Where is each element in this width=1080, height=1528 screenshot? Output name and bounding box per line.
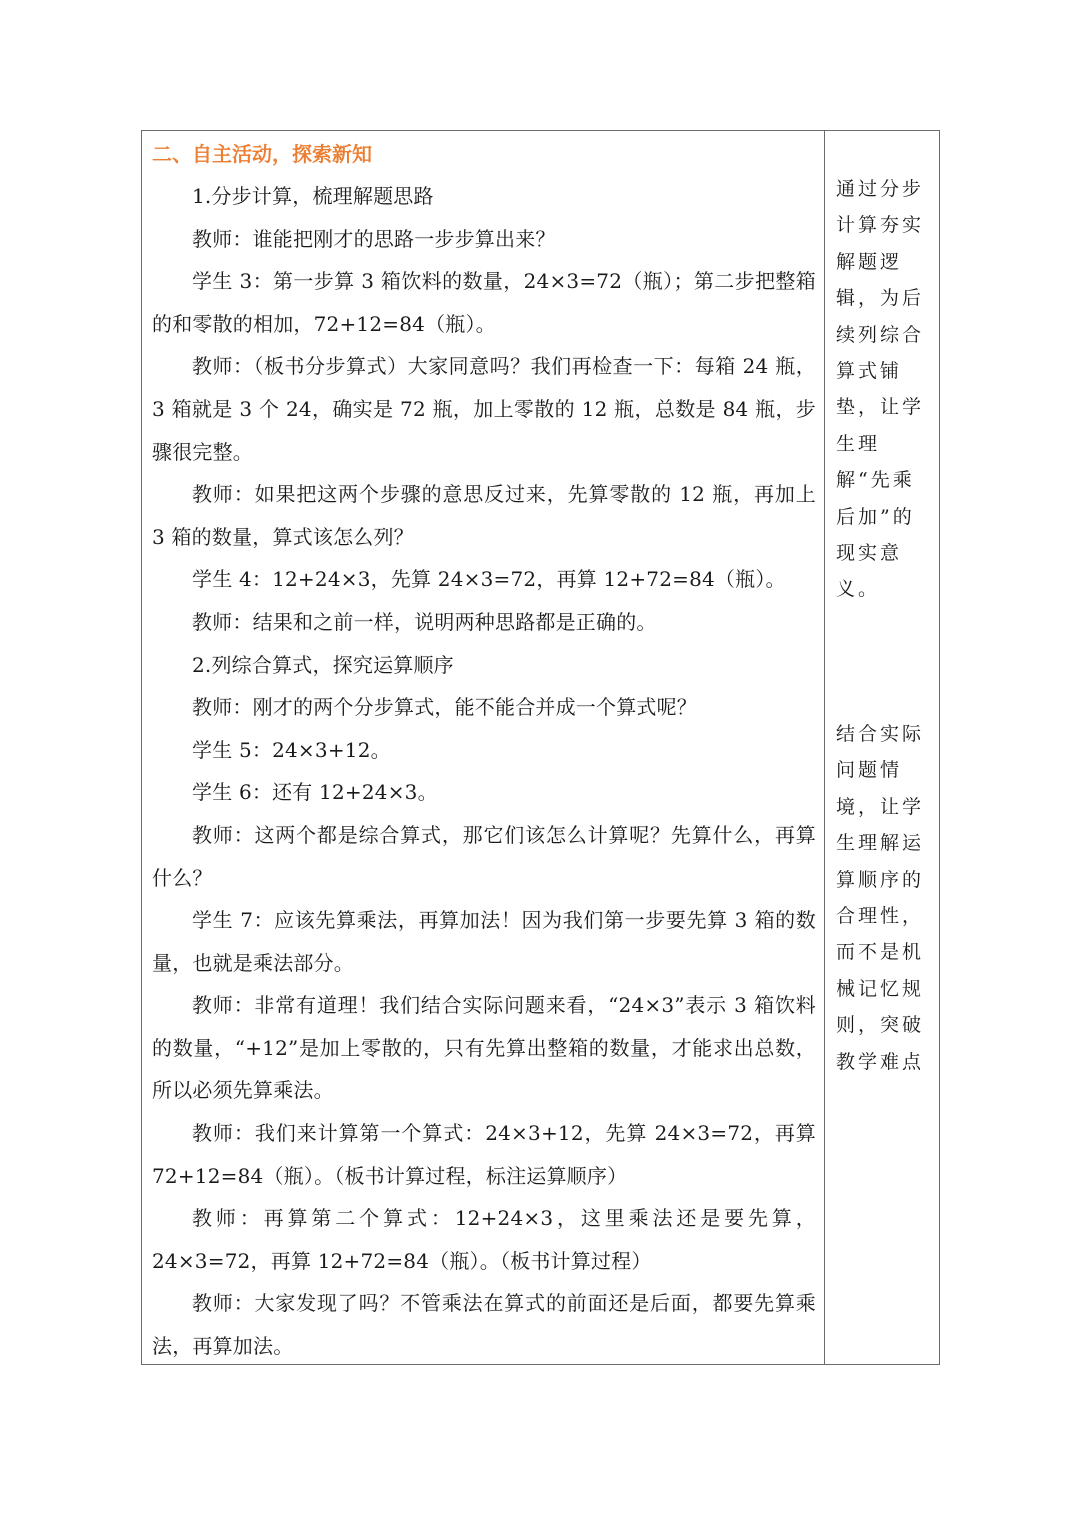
dialogue-paragraph: 学生 4：12+24×3，先算 24×3=72，再算 12+72=84（瓶）。 [192,567,786,592]
design-note: 结合实际问题情境，让学生理解运算顺序的合理性，而不是机械记忆规则，突破教学难点 [836,723,925,1073]
step-heading: 2.列综合算式，探究运算顺序 [192,652,454,677]
dialogue-paragraph: 教师：如果把这两个步骤的意思反过来，先算零散的 12 瓶，再加上 3 箱的数量，算式该怎么列？ [152,482,816,549]
dialogue-paragraph: 教师：这两个都是综合算式，那它们该怎么计算呢？先算什么，再算什么？ [152,822,816,890]
lesson-plan-table [141,130,940,1365]
dialogue-paragraph: 教师：大家发现了吗？不管乘法在算式的前面还是后面，都要先算乘法，再算加法。 [152,1291,816,1359]
dialogue-paragraph: 教师：结果和之前一样，说明两种思路都是正确的。 [192,609,657,634]
dialogue-paragraph: 学生 3：第一步算 3 箱饮料的数量，24×3=72（瓶）；第二步把整箱的和零散的相加，72+12=84（瓶）。 [152,269,816,336]
design-note: 通过分步计算夯实解题逻辑，为后续列综合算式铺垫，让学生理解“先乘后加”的现实意义。 [836,178,925,601]
dialogue-paragraph: 学生 7：应该先算乘法，再算加法！因为我们第一步要先算 3 箱的数量，也就是乘法部分。 [152,908,816,975]
dialogue-paragraph: 教师：非常有道理！我们结合实际问题来看，“24×3”表示 3 箱饮料的数量，“+12”是加上零散的，只有先算出整箱的数量，才能求出总数，所以必须先算乘法。 [152,993,816,1103]
dialogue-paragraph: 教师：刚才的两个分步算式，能不能合并成一个算式呢？ [192,695,697,720]
design-intent-column [825,131,939,1364]
dialogue-paragraph: 学生 6：还有 12+24×3。 [192,780,438,805]
dialogue-paragraph: 教师：（板书分步算式）大家同意吗？我们再检查一下：每箱 24 瓶，3 箱就是 3 个 24，确实是 72 瓶，加上零散的 12 瓶，总数是 84 瓶，步骤很完整。 [152,354,816,464]
dialogue-paragraph: 学生 5：24×3+12。 [192,737,391,762]
step-heading: 1.分步计算，梳理解题思路 [192,184,434,208]
teaching-process-column [142,131,825,1364]
dialogue-paragraph: 教师：我们来计算第一个算式：24×3+12，先算 24×3=72，再算 72+12=84（瓶）。（板书计算过程，标注运算顺序） [152,1121,816,1188]
dialogue-paragraph: 教师：谁能把刚才的思路一步步算出来？ [192,226,556,251]
dialogue-paragraph: 教师：再算第二个算式：12+24×3，这里乘法还是要先算，24×3=72，再算 12+72=84（瓶）。（板书计算过程） [152,1206,816,1273]
section-title: 二、自主活动，探索新知 [152,142,372,166]
